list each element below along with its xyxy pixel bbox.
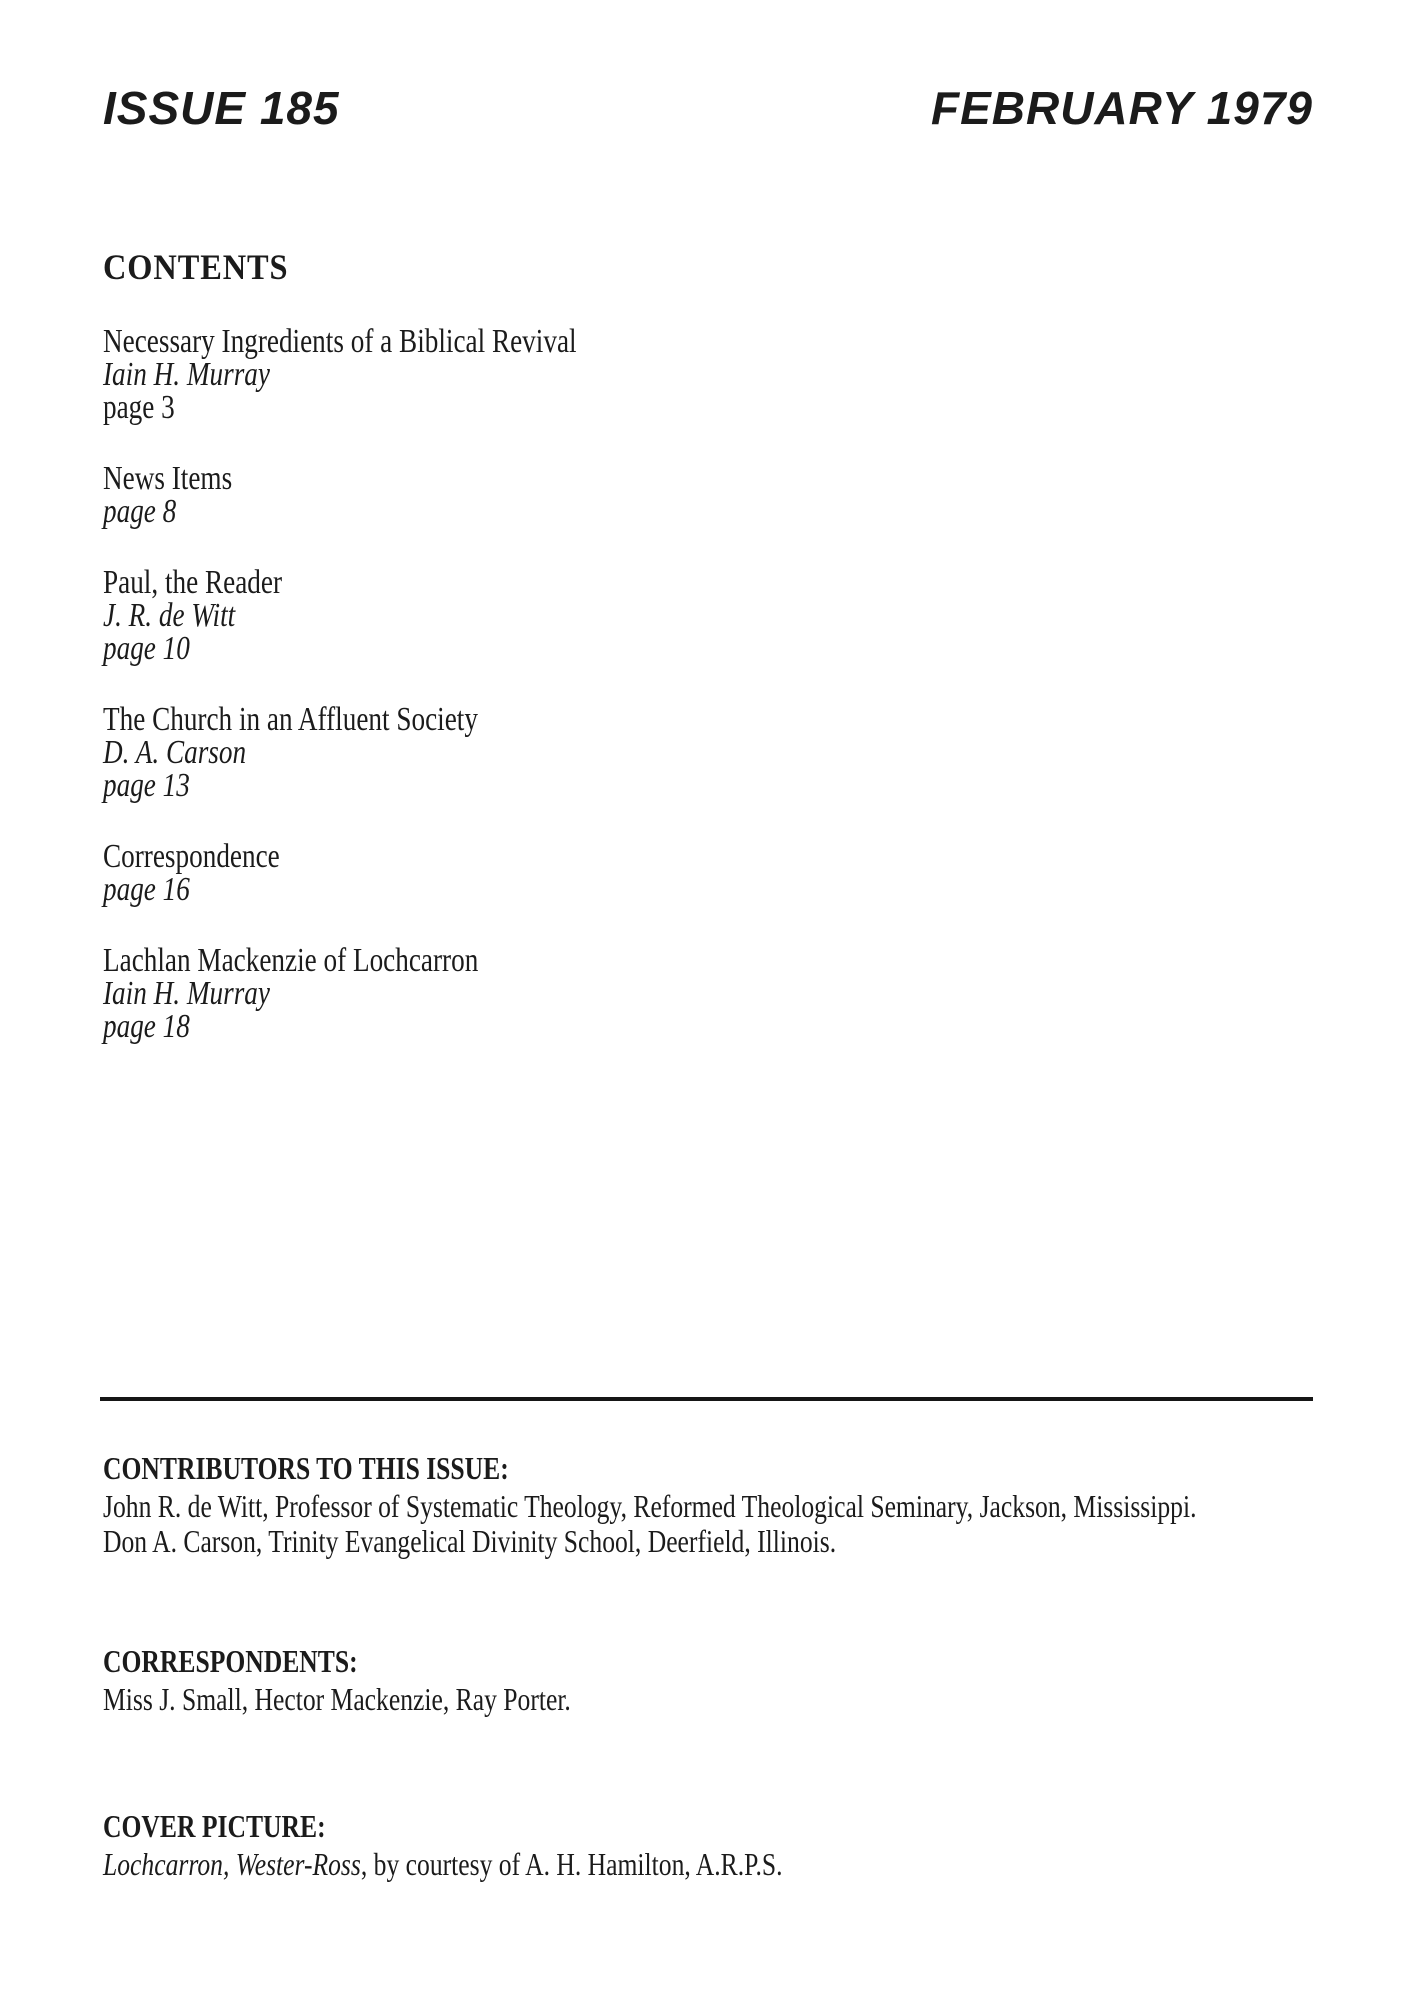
correspondents-section <box>103 1644 1311 1717</box>
toc-entry-author: D. A. Carson <box>103 734 247 771</box>
cover-picture-heading: COVER PICTURE: <box>103 1808 326 1844</box>
issue-date: FEBRUARY 1979 <box>930 82 1313 134</box>
cover-picture-caption <box>103 1847 1311 1882</box>
horizontal-rule <box>100 1397 1313 1401</box>
contents-heading: CONTENTS <box>103 247 289 287</box>
toc-entry-author: Iain H. Murray <box>103 356 270 393</box>
masthead <box>103 82 1313 134</box>
toc-entry <box>103 944 1303 1043</box>
toc-entry-author: J. R. de Witt <box>103 597 236 634</box>
toc-entry-page: page 8 <box>103 493 177 530</box>
toc-entry-page: page 16 <box>103 871 190 908</box>
toc-entry <box>103 840 1303 906</box>
table-of-contents <box>103 325 1303 1081</box>
toc-entry-title: Paul, the Reader <box>103 564 283 601</box>
toc-entry-page: page 18 <box>103 1008 190 1045</box>
toc-entry-title: Correspondence <box>103 838 280 875</box>
section-text-line: Miss J. Small, Hector Mackenzie, Ray Porter. <box>103 1681 571 1717</box>
toc-entry <box>103 462 1303 528</box>
section-text-line: Don A. Carson, Trinity Evangelical Divinity School, Deerfield, Illinois. <box>103 1523 837 1559</box>
toc-entry-page: page 13 <box>103 767 190 804</box>
toc-entry-title: The Church in an Affluent Society <box>103 701 478 738</box>
toc-entry <box>103 703 1303 802</box>
toc-entry-title: News Items <box>103 460 233 497</box>
toc-entry-page: page 10 <box>103 630 190 667</box>
correspondents-heading: CORRESPONDENTS: <box>103 1643 358 1679</box>
contributors-heading: CONTRIBUTORS TO THIS ISSUE: <box>103 1450 509 1486</box>
correspondents-body <box>103 1682 1311 1717</box>
cover-picture-caption-credit: , by courtesy of A. H. Hamilton, A.R.P.S. <box>360 1846 783 1882</box>
toc-entry <box>103 566 1303 665</box>
section-text-line: John R. de Witt, Professor of Systematic Theology, Reformed Theological Seminary, Jackson, Mississippi. <box>103 1488 1197 1524</box>
contributors-section <box>103 1451 1311 1559</box>
toc-entry-title: Necessary Ingredients of a Biblical Revival <box>103 323 577 360</box>
contributors-body <box>103 1489 1311 1559</box>
cover-picture-section <box>103 1809 1311 1882</box>
toc-entry <box>103 325 1303 424</box>
issue-number: ISSUE 185 <box>103 82 340 134</box>
toc-entry-title: Lachlan Mackenzie of Lochcarron <box>103 942 479 979</box>
toc-entry-page: page 3 <box>103 389 175 426</box>
cover-picture-caption-title: Lochcarron, Wester-Ross <box>103 1846 361 1882</box>
toc-entry-author: Iain H. Murray <box>103 975 270 1012</box>
